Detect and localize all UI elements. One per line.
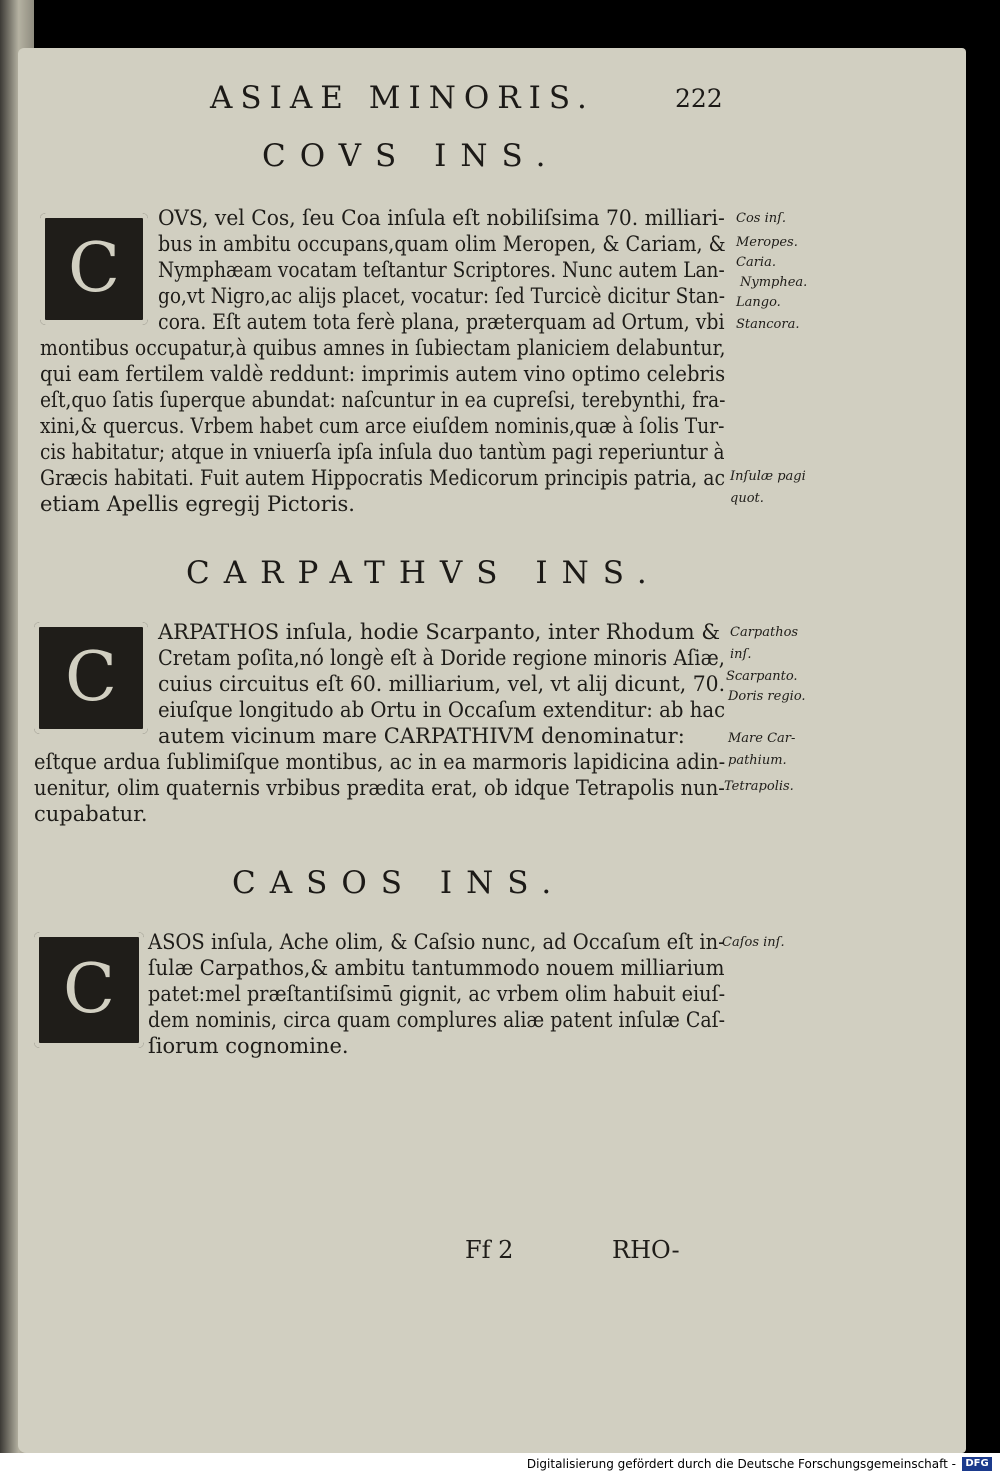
text-line: dem nominis, circa quam complures aliæ patent inſulæ Caſ- — [148, 1008, 726, 1032]
margin-note: Cos inſ. — [736, 211, 787, 226]
text-line: uenitur, olim quaternis vrbibus prædita erat, ob idque Tetrapolis nun- — [34, 776, 725, 800]
margin-note: pathium. — [728, 753, 787, 768]
text-line: eſt,quo ſatis ſuperque abundat: naſcuntur in ea cupreſsi, terebynthi, fra- — [40, 388, 726, 412]
catchword: RHO- — [612, 1236, 680, 1264]
signature-mark: Ff 2 — [465, 1236, 514, 1264]
margin-note: Mare Car- — [728, 731, 796, 746]
page-number: 222 — [675, 84, 723, 113]
margin-note: Stancora. — [736, 317, 800, 332]
text-line: cis habitatur; atque in vniuerſa ipſa inſula duo tantùm pagi reperiuntur à — [40, 440, 725, 464]
margin-note: Scarpanto. — [726, 669, 798, 684]
section-title-covs: COVS INS. — [262, 138, 560, 174]
text-line: qui eam fertilem valdè reddunt: imprimis autem vino optimo celebris — [40, 362, 726, 386]
decorated-initial-carpathus: C — [34, 622, 148, 734]
margin-note: Caſos inſ. — [722, 935, 785, 950]
text-line: cora. Eſt autem tota ferè plana, præterquam ad Ortum, vbi — [158, 310, 725, 334]
margin-note: Meropes. — [736, 235, 798, 250]
credit-text: Digitalisierung gefördert durch die Deutsche Forschungsgemeinschaft - — [526, 1457, 956, 1471]
margin-note: Inſulæ pagi — [730, 469, 806, 484]
decorated-initial-covs: C — [40, 213, 148, 325]
dfg-logo: DFG — [962, 1457, 992, 1471]
text-line: go,vt Nigro,ac alijs placet, vocatur: ſed Turcicè dicitur Stan- — [158, 284, 726, 308]
text-line: Græcis habitati. Fuit autem Hippocratis Medicorum principis patria, ac — [40, 466, 726, 490]
running-header: ASIAE MINORIS. — [210, 80, 595, 116]
margin-note: Tetrapolis. — [724, 779, 794, 794]
section-title-carpathus: CARPATHVS INS. — [186, 555, 661, 591]
text-line: Nymphæam vocatam teſtantur Scriptores. Nunc autem Lan- — [158, 258, 725, 282]
text-line: eiuſque longitudo ab Ortu in Occaſum extenditur: ab hac — [158, 698, 726, 722]
section-title-casos: CASOS INS. — [232, 865, 566, 901]
text-line: ASOS inſula, Ache olim, & Caſsio nunc, ad Occaſum eſt in- — [148, 930, 725, 954]
text-line: ARPATHOS inſula, hodie Scarpanto, inter Rhodum & — [158, 620, 721, 644]
decorated-initial-casos: C — [34, 932, 144, 1048]
text-line: cupabatur. — [34, 802, 148, 826]
margin-note: Doris regio. — [728, 689, 806, 704]
margin-note: Nymphea. — [740, 275, 808, 290]
text-line: ſulæ Carpathos,& ambitu tantummodo nouem milliarium — [148, 956, 725, 980]
text-line: xini,& quercus. Vrbem habet cum arce eiuſdem nominis,quæ à ſolis Tur- — [40, 414, 725, 438]
margin-note: Lango. — [736, 295, 781, 310]
text-line: montibus occupatur,à quibus amnes in ſubiectam planiciem delabuntur, — [40, 336, 726, 360]
text-line: autem vicinum mare CARPATHIVM denominatur: — [158, 724, 685, 748]
text-line: cuius circuitus eſt 60. milliarium, vel, vt alij dicunt, 70. — [158, 672, 726, 696]
text-line: ſiorum cognomine. — [148, 1034, 349, 1058]
text-line: bus in ambitu occupans,quam olim Meropen, & Cariam, & — [158, 232, 726, 256]
margin-note: inſ. — [730, 647, 752, 662]
margin-note: Carpathos — [730, 625, 799, 640]
text-line: etiam Apellis egregij Pictoris. — [40, 492, 355, 516]
text-line: OVS, vel Cos, ſeu Coa inſula eſt nobiliſsima 70. milliari- — [158, 206, 725, 230]
text-line: patet:mel præſtantiſsimū gignit, ac vrbem olim habuit eiuſ- — [148, 982, 726, 1006]
margin-note: quot. — [730, 491, 764, 506]
margin-note: Caria. — [736, 255, 776, 270]
text-line: Cretam poſita,nó longè eſt à Doride regione minoris Aſiæ, — [158, 646, 725, 670]
text-line: eſtque ardua ſublimiſque montibus, ac in ea marmoris lapidicina adin- — [34, 750, 726, 774]
credit-bar — [0, 1453, 1000, 1476]
